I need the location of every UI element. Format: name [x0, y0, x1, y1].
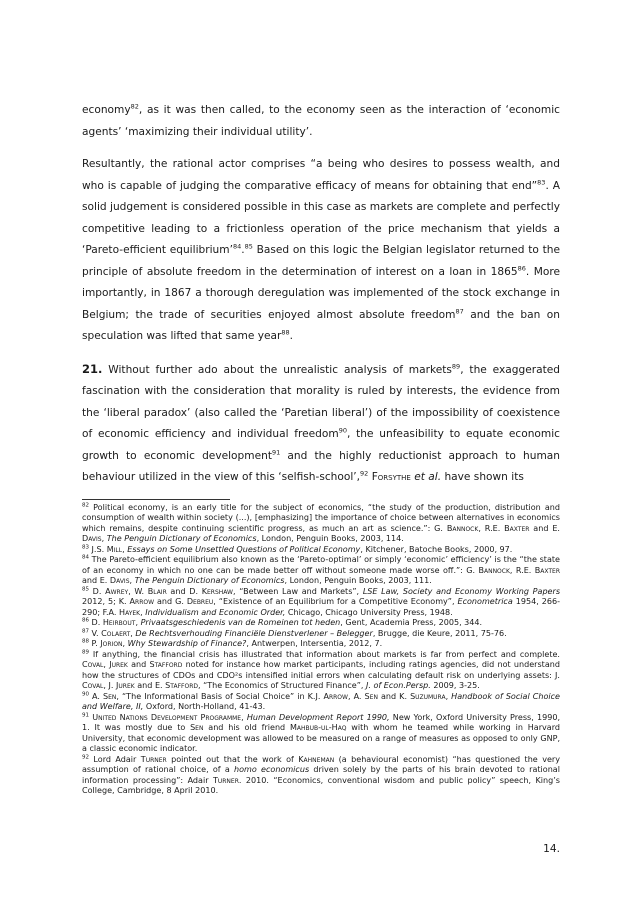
italic-title: homo economicus	[234, 765, 310, 774]
footnote: $^{89}$ If anything, the financial crisis has illustrated that information about markets is far from perfect and complete. Coval, Jurek and Stafford noted for instance how market participants, including ratings agencies, did not understand how the structures of CDOs and CDO²s intensified initial errors when calculating default risk on underlying assets: J. Coval, J. Jurek and E. Stafford, “The Economics of Structured Finance”, J. of Econ.Persp. 2009, 3-25.	[82, 648, 560, 690]
author-name: Bannock	[478, 565, 510, 575]
body-text	[82, 100, 560, 489]
author-name: Bannock	[446, 523, 479, 533]
footnote-ref-82: 82	[130, 102, 139, 111]
author-name: Kershaw	[201, 586, 233, 596]
paragraph: Resultantly, the rational actor comprises “a being who desires to possess wealth, and who is capable of judging the comparative efficacy of means for obtaining that end”$^{83}$. A solid judgement is considered possible in this case as markets are complete and perfectly competitive leading to a frictionless operation of the price mechanism that yields a ‘Pareto-efficient equilibrium’$^{84}$.$^{85}$ Based on this logic the Belgian legislator returned to the principle of absolute freedom in the determination of interest on a loan in 1865$^{86}$. More importantly, in 1867 a thorough deregulation was implemented of the stock exchange in Belgium; the trade of securities enjoyed almost absolute freedom$^{87}$ and the ban on speculation was lifted that same year$^{88}$.	[82, 158, 560, 342]
footnote: $^{85}$ D. Awrey, W. Blair and D. Kershaw, “Between Law and Markets”, LSE Law, Society and Economy Working Papers 2012, 5; K. Arrow and G. Debreu, “Existence of an Equilibrium for a Competitive Economy”, Econometrica 1954, 266-290; F.A. Hayek, Individualism and Economic Order, Chicago, Chicago University Press, 1948.	[82, 585, 561, 617]
footnote-number-ref-85: 85	[82, 585, 89, 592]
footnote-ref-90: 90	[338, 426, 347, 435]
author-name: Jurek	[109, 660, 128, 669]
paragraph: economy$^{82}$, as it was then called, to the economy seen as the interaction of ‘economic agents’ ‘maximizing their individual utility’.	[82, 102, 560, 138]
italic-title: The Penguin Dictionary of Economics	[106, 534, 257, 543]
italic-title: J. of Econ.Persp.	[365, 681, 431, 690]
author-name: Kahneman	[298, 754, 335, 764]
footnotes	[82, 503, 560, 797]
author-name: Coval	[82, 660, 104, 669]
footnote-ref-87: 87	[455, 306, 464, 315]
footnote-ref-85: 85	[244, 242, 253, 251]
page-content	[82, 100, 560, 797]
footnote-ref-92: 92	[360, 469, 369, 478]
footnote-ref-83: 83	[537, 177, 546, 186]
footnote: $^{88}$ P. Jorion, Why Stewardship of Finance?, Antwerpen, Intersentia, 2012, 7.	[82, 638, 383, 648]
footnote: $^{83}$ J.S. Mill, Essays on Some Unsettled Questions of Political Economy, Kitchener, Batoche Books, 2000, 97.	[82, 543, 513, 554]
italic-title: Econometrica	[457, 597, 513, 606]
italic-title: Human Development Report 1990,	[246, 712, 390, 722]
italic-title: Handbook of Social Choice and Welfare, II,	[82, 691, 560, 711]
footnote: $^{87}$ V. Colaert, De Rechtsverhouding Financiële Dienstverlener – Belegger, Brugge, die Keure, 2011, 75-76.	[82, 627, 507, 638]
author-name: Davis	[109, 576, 130, 585]
footnote: $^{91}$ United Nations Development Programme, Human Development Report 1990, New York, Oxford University Press, 1990, 1. It was mostly due to Sen and his old friend Mahbub-ul-Haq with whom he teamed while working in Harvard University, that economic development was allowed to be measured on a range of measures as opposed to only GNP, a classic economic indicator.	[82, 711, 561, 753]
author-name: Suzumura	[410, 691, 446, 701]
author-name: Baxter	[504, 523, 530, 533]
footnote: $^{82}$ Political economy, is an early title for the subject of economics, “the study of the production, distribution and consumption of wealth within society (...), [emphasizing] the importance of choice between alternatives in economics which remains, despite continuing scientific progress, as much an art as science.”: G. Bannock, R.E. Baxter and E. Davis, The Penguin Dictionary of Economics, London, Penguin Books, 2003, 114.	[82, 501, 560, 543]
italic-title: The Penguin Dictionary of Economics	[134, 576, 285, 585]
italic-title: De Rechtsverhouding Financiële Dienstverlener – Belegger	[135, 628, 373, 638]
paragraph-number: 21.	[82, 361, 103, 376]
author-name: Mahbub-ul-Haq	[289, 723, 347, 732]
author-name: Blair	[147, 586, 167, 596]
author-name: Sen	[364, 691, 378, 701]
footnote: $^{86}$ D. Heirbout, Privaatsgeschiedenis van de Romeinen tot heden, Gent, Academia Press, 2005, 344.	[82, 617, 483, 627]
footnote-number-ref-84: 84	[82, 554, 89, 561]
footnote-number-ref-83: 83	[82, 543, 89, 550]
italic-title: Individualism and Economic Order,	[145, 607, 286, 617]
footnote-ref-88: 88	[281, 328, 290, 337]
footnote-number-ref-82: 82	[82, 501, 89, 508]
author-name: Stafford	[165, 681, 198, 690]
footnote-number-ref-92: 92	[82, 753, 89, 760]
author-name: Awrey	[105, 586, 129, 596]
footnote-number-ref-90: 90	[82, 690, 89, 697]
author-name: Arrow	[129, 597, 155, 606]
footnote-separator	[82, 499, 230, 500]
author-name: Sen	[190, 723, 204, 732]
author-name: Davis	[82, 534, 102, 543]
paragraph: 21. Without further ado about the unrealistic analysis of markets$^{89}$, the exaggerated fascination with the consideration that morality is ruled by interests, the evidence from the ‘liberal paradox’ (also called the ‘Paretian liberal’) of the impossibility of coexistence of economic efficiency and individual freedom$^{90}$, the unfeasibility to equate economic growth to economic development$^{91}$ and the highly reductionist approach to human behaviour utilized in the view of this ‘selfish-school’,$^{92}$ Forsythe et al. have shown its	[82, 361, 561, 483]
author-name: Stafford	[149, 660, 183, 669]
footnote-number-ref-87: 87	[82, 627, 89, 634]
footnote: $^{92}$ Lord Adair Turner pointed out that the work of Kahneman (a behavioural economist) “has questioned the very assumption of rational choice, of a homo economicus driven solely by the parts of his brain devoted to rational information processing”: Adair Turner. 2010. “Economics, conventional wisdom and public policy” speech, King’s College, Cambridge, 8 April 2010.	[82, 753, 560, 795]
footnote-ref-89: 89	[451, 361, 461, 370]
footnote-number-ref-89: 89	[82, 648, 89, 655]
author-name: Forsythe	[371, 471, 411, 483]
footnote-number-ref-91: 91	[82, 711, 89, 718]
author-name: Jurek	[116, 681, 135, 690]
footnote-ref-91: 91	[271, 447, 281, 456]
page-number: 14.	[543, 843, 560, 855]
author-name: Sen	[103, 691, 117, 701]
author-name: Debreu	[186, 597, 214, 606]
italic-title: Essays on Some Unsettled Questions of Political Economy	[127, 544, 361, 554]
author-name: Arrow	[323, 691, 348, 701]
italic-title: LSE Law, Society and Economy Working Papers	[362, 586, 561, 596]
footnote-ref-84: 84	[232, 242, 242, 251]
footnote-ref-86: 86	[517, 263, 526, 272]
author-name: United Nations Development Programme	[92, 712, 242, 722]
footnote-number-ref-88: 88	[82, 638, 89, 645]
author-name: Mill	[106, 544, 123, 554]
author-name: Coval	[82, 681, 104, 690]
author-name: Baxter	[534, 565, 561, 575]
author-name: Colaert	[101, 628, 131, 638]
footnote: $^{90}$ A. Sen, “The Informational Basis of Social Choice” in K.J. Arrow, A. Sen and K. Suzumura, Handbook of Social Choice and Welfare, II, Oxford, North-Holland, 41-43.	[82, 690, 560, 711]
footnote-number-ref-86: 86	[82, 617, 89, 624]
author-name: Hayek	[119, 607, 141, 617]
italic-title: Why Stewardship of Finance?	[127, 639, 247, 648]
author-name: Turner	[140, 754, 167, 764]
italic-title: Privaatsgeschiedenis van de Romeinen tot heden	[140, 618, 341, 627]
footnote: $^{84}$ The Pareto-efficient equilibrium also known as the ‘Pareto-optimal’ or simply ‘economic’ efficiency’ is the “the state of an economy in which no one can be made better off without someone made worse off.”: G. Bannock, R.E. Baxter and E. Davis, The Penguin Dictionary of Economics, London, Penguin Books, 2003, 111.	[82, 554, 561, 585]
italic-title: et al.	[414, 471, 442, 483]
author-name: Jorion	[100, 639, 123, 648]
author-name: Heirbout	[102, 618, 136, 627]
author-name: Turner	[212, 775, 239, 785]
